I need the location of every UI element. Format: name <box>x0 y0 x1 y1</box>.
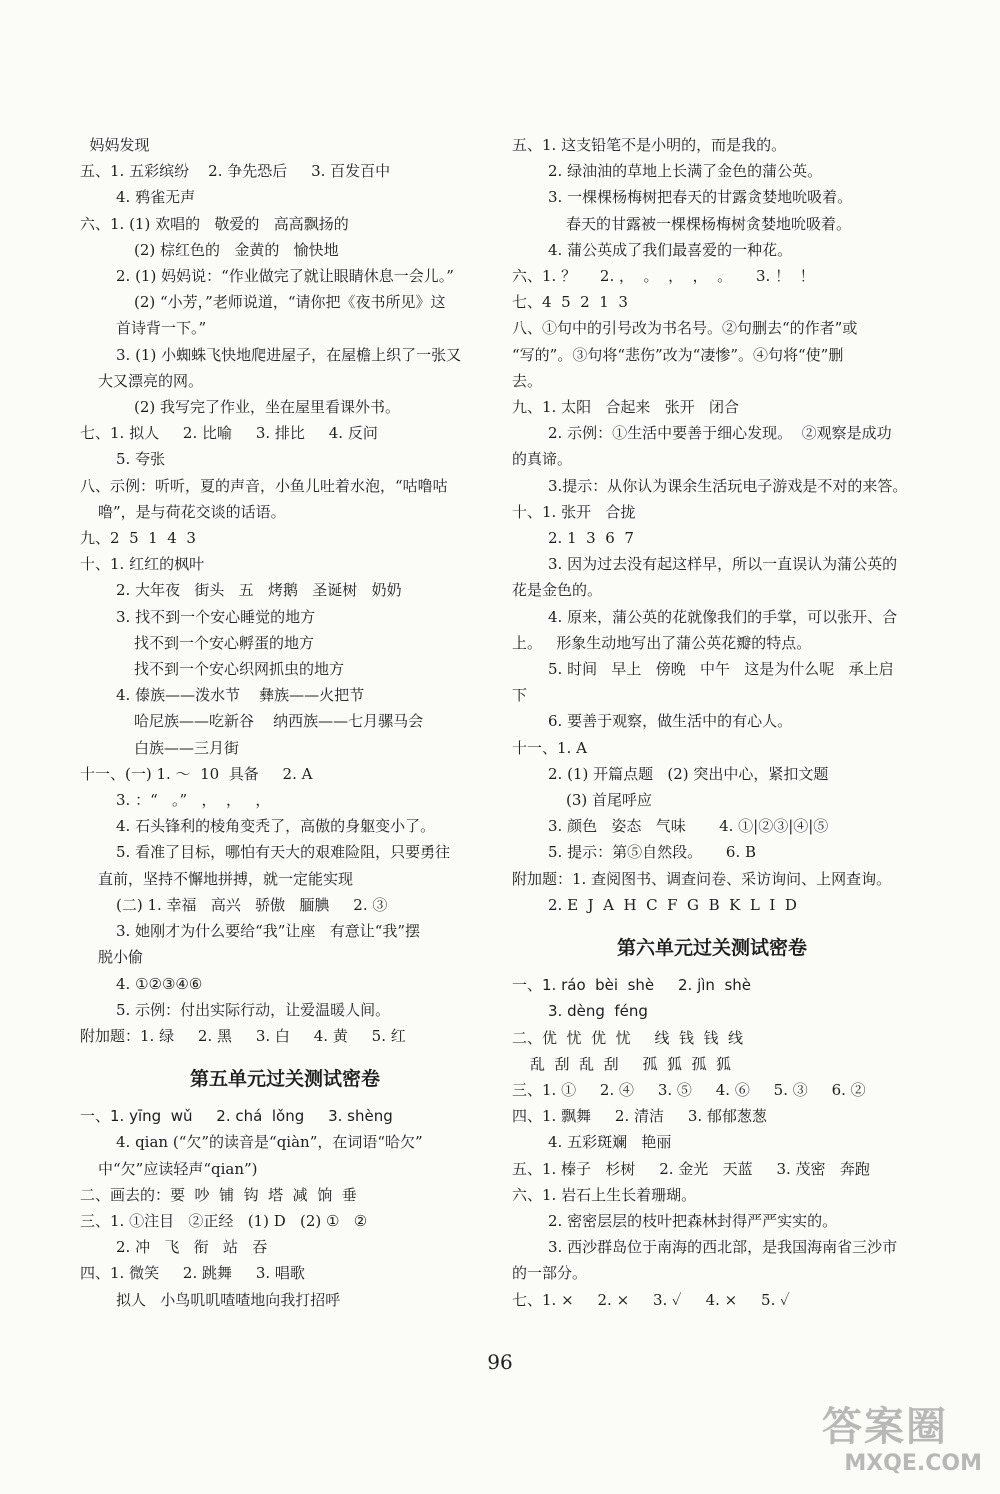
answer-line: 4. 五彩斑斓 艳丽 <box>548 1133 672 1152</box>
section5-lines <box>80 1103 490 1313</box>
answer-line: 2. 1 3 6 7 <box>548 529 634 548</box>
section6-lines <box>512 972 912 1313</box>
answer-line: 的真谛。 <box>512 450 573 469</box>
answer-line: 3. 颜色 姿态 气味 4. ①|②③|④|⑤ <box>548 817 829 836</box>
answer-line: 二、优 忧 优 忧 线 钱 钱 线 <box>512 1028 744 1047</box>
answer-line: 3. 因为过去没有起这样早，所以一直误认为蒲公英的 <box>548 555 898 574</box>
answer-line: 七、1. 拟人 2. 比喻 3. 排比 4. 反问 <box>80 424 378 443</box>
answer-line: 2. 密密层层的枝叶把森林封得严严实实的。 <box>548 1211 838 1230</box>
watermark-logo <box>822 1404 992 1488</box>
answer-line: “写的”。③句将“悲伤”改为“凄惨”。④句将“使”删 <box>512 345 844 364</box>
answer-line: 六、1. (1) 欢唱的 敬爱的 高高飘扬的 <box>80 214 349 233</box>
answer-line: 4. 石头锋利的棱角变秃了，高傲的身躯变小了。 <box>116 817 436 836</box>
left-answer-lines <box>80 132 490 1049</box>
answer-line: 二、画去的：要 吵 铺 钩 塔 减 饷 垂 <box>80 1185 357 1204</box>
answer-line: 下 <box>512 686 528 705</box>
right-column <box>512 132 912 1313</box>
answer-line: 3. 她刚才为什么要给“我”让座 有意让“我”摆 <box>116 922 421 941</box>
answer-line: 4. 原来，蒲公英的花就像我们的手掌，可以张开、合 <box>548 607 898 626</box>
answer-line: 3. dèng féng <box>548 1002 648 1021</box>
watermark-url: MXQE.COM <box>844 1451 982 1476</box>
answer-line: 白族——三月街 <box>134 738 240 757</box>
answer-line: (2) 我写完了作业，坐在屋里看课外书。 <box>134 398 401 417</box>
answer-line: 十、1. 红红的枫叶 <box>80 555 205 574</box>
answer-line: 5. 夸张 <box>116 450 166 469</box>
answer-line: 九、1. 太阳 合起来 张开 闭合 <box>512 398 739 417</box>
answer-line: 2. (1) 妈妈说：“作业做完了就让眼睛休息一会儿。” <box>116 267 454 286</box>
answer-line: (2) 棕红色的 金黄的 愉快地 <box>134 240 339 259</box>
answer-line: 直前，坚持不懈地拼搏，就一定能实现 <box>98 869 354 888</box>
answer-line: (2) “小芳，”老师说道，“请你把《夜书所见》这 <box>134 293 446 312</box>
answer-line: 3. 西沙群岛位于南海的西北部，是我国海南省三沙市 <box>548 1238 898 1257</box>
answer-line: 春天的甘露被一棵棵杨梅树贪婪地吮吸着。 <box>566 214 852 233</box>
answer-line: 2. 绿油油的草地上长满了金色的蒲公英。 <box>548 162 823 181</box>
answer-line: 2. (1) 开篇点题 (2) 突出中心，紧扣文题 <box>548 764 829 783</box>
answer-line: 附加题：1. 绿 2. 黑 3. 白 4. 黄 5. 红 <box>80 1026 406 1045</box>
answer-line: 3.提示：从你认为课余生活玩电子游戏是不对的来答。 <box>548 476 908 495</box>
watermark-text: 答案圈 <box>822 1404 948 1450</box>
answer-line: 十、1. 张开 合拢 <box>512 502 636 521</box>
answer-line: 哈尼族——吃新谷 纳西族——七月骡马会 <box>134 712 424 731</box>
answer-line: 一、1. yīng wǔ 2. chá lǒng 3. shèng <box>80 1107 393 1126</box>
answer-line: 2. E J A H C F G B K L I D <box>548 895 797 914</box>
answer-line: 十一、1. A <box>512 738 587 757</box>
answer-line: 十一、(一) 1. ～ 10 具备 2. A <box>80 764 313 783</box>
answer-line: 4. 鸦雀无声 <box>116 188 196 207</box>
answer-line: 八、示例：听听，夏的声音，小鱼儿吐着水泡，“咕噜咕 <box>80 476 448 495</box>
answer-line: 2. 冲 飞 衔 站 吞 <box>116 1238 268 1257</box>
answer-line: 5. 示例：付出实际行动，让爱温暖人间。 <box>116 1000 391 1019</box>
answer-line: 去。 <box>512 371 543 390</box>
answer-line: 中“欠”应读轻声“qian”) <box>98 1159 258 1178</box>
answer-line: 噜”，是与荷花交谈的话语。 <box>98 502 286 521</box>
answer-line: 5. 提示：第⑤自然段。 6. B <box>548 843 757 862</box>
answer-line: 找不到一个安心孵蛋的地方 <box>134 633 315 652</box>
answer-line: 五、1. 这支铅笔不是小明的，而是我的。 <box>512 136 787 154</box>
answer-line: 2. 示例：①生活中要善于细心发现。 ②观察是成功 <box>548 424 892 443</box>
answer-line: 乱 刮 乱 刮 孤 狐 孤 狐 <box>530 1054 732 1073</box>
answer-line: 五、1. 五彩缤纷 2. 争先恐后 3. 百发百中 <box>80 162 391 181</box>
answer-line: 的一部分。 <box>512 1264 588 1283</box>
answer-line: 大又漂亮的网。 <box>98 371 204 390</box>
answer-line: 妈妈发现 <box>80 136 150 154</box>
answer-line: 八、①句中的引号改为书名号。②句删去“的作者”或 <box>512 319 858 338</box>
answer-line: 三、1. ①注目 ②正经 (1) D (2) ① ② <box>80 1211 368 1230</box>
answer-line: 七、1. × 2. × 3. ✓ 4. × 5. ✓ <box>512 1290 790 1309</box>
answer-line: 六、1. 岩石上生长着珊瑚。 <box>512 1185 697 1204</box>
answer-line: 5. 看准了目标，哪怕有天大的艰难险阻，只要勇往 <box>116 843 451 862</box>
answer-line: 5. 时间 早上 傍晚 中午 这是为什么呢 承上启 <box>548 660 894 679</box>
answer-line: 七、4 5 2 1 3 <box>512 293 628 312</box>
answer-line: 九、2 5 1 4 3 <box>80 529 196 548</box>
answer-line: 六、1. ？ 2. ， 。 ， ， 。 3. ！ ！ <box>512 267 815 286</box>
answer-line: 一、1. ráo bèi shè 2. jìn shè <box>512 976 752 995</box>
page-number: 96 <box>487 1350 513 1374</box>
answer-line: 3. (1) 小蜘蛛飞快地爬进屋子，在屋檐上织了一张又 <box>116 345 462 364</box>
answer-line: 6. 要善于观察，做生活中的有心人。 <box>548 712 793 731</box>
section6-title: 第六单元过关测试密卷 <box>616 937 807 960</box>
answer-line: 四、1. 飘舞 2. 清洁 3. 郁郁葱葱 <box>512 1107 767 1126</box>
left-column <box>80 132 490 1313</box>
answer-line: 3. 一棵棵杨梅树把春天的甘露贪婪地吮吸着。 <box>548 188 853 207</box>
answer-line: 3. ：“ 。” ， ， ， <box>116 791 271 810</box>
answer-line: 4. 蒲公英成了我们最喜爱的一种花。 <box>548 240 793 259</box>
answer-line: 找不到一个安心织网抓虫的地方 <box>134 660 345 679</box>
answer-line: 4. ①②③④⑥ <box>116 974 203 993</box>
answer-line: 首诗背一下。” <box>116 319 207 338</box>
answer-line: (3) 首尾呼应 <box>566 791 653 810</box>
section5-title: 第五单元过关测试密卷 <box>189 1068 380 1091</box>
answer-line: 花是金色的。 <box>512 581 603 600</box>
answer-line: (二) 1. 幸福 高兴 骄傲 腼腆 2. ③ <box>116 895 388 914</box>
answer-line: 拟人 小鸟叽叽喳喳地向我打招呼 <box>116 1290 341 1309</box>
answer-line: 附加题：1. 查阅图书、调查问卷、采访询问、上网查询。 <box>512 869 892 888</box>
answer-line: 4. qian (“欠”的读音是“qiàn”，在词语“哈欠” <box>116 1133 423 1152</box>
answer-line: 脱小偷 <box>98 948 144 967</box>
answer-line: 3. 找不到一个安心睡觉的地方 <box>116 607 316 626</box>
answer-line: 五、1. 榛子 杉树 2. 金光 天蓝 3. 茂密 奔跑 <box>512 1159 870 1178</box>
answer-line: 四、1. 微笑 2. 跳舞 3. 唱歌 <box>80 1264 305 1283</box>
answer-line: 4. 傣族——泼水节 彝族——火把节 <box>116 686 365 705</box>
answer-line: 上。 形象生动地写出了蒲公英花瓣的特点。 <box>512 633 812 652</box>
answer-line: 三、1. ① 2. ④ 3. ⑤ 4. ⑥ 5. ③ 6. ② <box>512 1080 866 1099</box>
answer-line: 2. 大年夜 街头 五 烤鹅 圣诞树 奶奶 <box>116 581 402 600</box>
right-answer-lines <box>512 132 912 918</box>
